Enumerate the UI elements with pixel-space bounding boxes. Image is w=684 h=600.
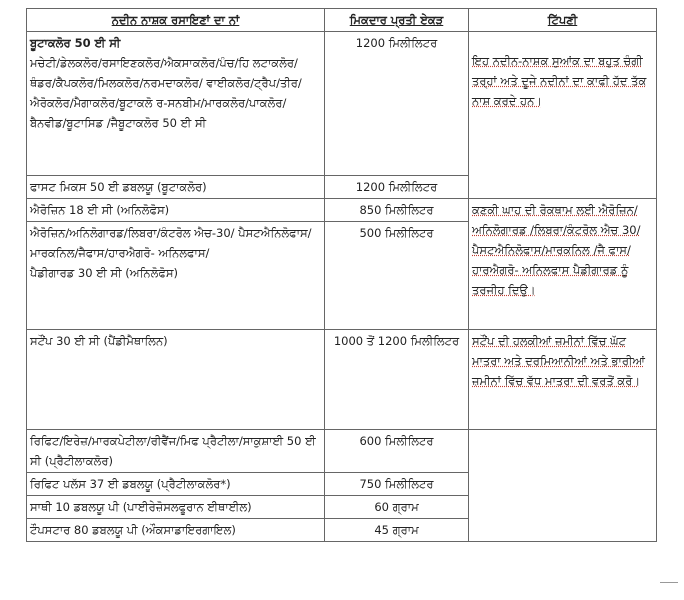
name-cell bbox=[27, 222, 325, 330]
quantity-cell: 850 ਮਿਲੀਲਿਟਰ bbox=[325, 199, 469, 222]
row-title: ਬੂਟਾਕਲੋਰ 50 ਈ ਸੀ bbox=[30, 36, 121, 50]
header-quantity: ਮਿਕਦਾਰ ਪ੍ਰਤੀ ਏਕੜ bbox=[325, 9, 469, 32]
remark-text: ਸਟੌਂਪ ਦੀ ਹਲਕੀਆਂ ਜ਼ਮੀਨਾਂ ਵਿੱਚ ਘੱਟ ਮਾਤਰਾ ਅਤੇ ਦਰਮਿਆਨੀਆਂ ਅਤੇ ਭਾਰੀਆਂ ਜ਼ਮੀਨਾਂ ਵਿੱਚ ਵੱਧ ਮਾਤਰਾ ਦੀ ਵਰਤੋਂ ਕਰੋ। bbox=[472, 334, 645, 388]
table-row bbox=[27, 32, 657, 176]
quantity-cell: 1200 ਮਿਲੀਲਿਟਰ bbox=[325, 32, 469, 176]
remark-text: ਇਹ ਨਦੀਨ-ਨਾਸ਼ਕ ਸੁਆਂਕ ਦਾ ਬਹੁਤ ਚੰਗੀ ਤਰ੍ਹਾਂ ਅਤੇ ਦੂਜੇ ਨਦੀਨਾਂ ਦਾ ਕਾਫੀ ਹੱਦ ਤੱਕ ਨਾਸ਼ ਕਰਦੇ ਹਨ। bbox=[472, 54, 647, 108]
table-row bbox=[27, 430, 657, 473]
herbicide-table bbox=[26, 8, 657, 542]
row-text-2: ਪੈਡੀਗਾਰਡ 30 ਈ ਸੀ (ਅਨਿਲੋਫੋਸ) bbox=[30, 266, 178, 280]
remark-text: ਕਣਕੀ ਘਾਹ ਦੀ ਰੋਕਥਾਮ ਲਈ ਐਰੋਜ਼ਿਨ/ਅਨਿਲੋਗਾਰਡ /ਲਿਬਰਾ/ਕੰਟਰੋਲ ਐਚ 30/ ਪੈਸਟਐਨਿਲੋਫਾਸ/ਮਾਰਕਨਿਲ /ਜੈ ਫਾਸ/ਹਾਰਐਗਰੋ- ਅਨਿਲਫਾਸ ਪੈਡੀਗਾਰਡ ਨੂੰ ਤਰਜੀਹ ਦਿਉ। bbox=[472, 203, 641, 297]
name-cell: ਸਾਥੀ 10 ਡਬਲਯੂ ਪੀ (ਪਾਈਰੇਜ਼ੋਸਲਫੂਰਾਨ ਈਥਾਈਲ) bbox=[27, 496, 325, 519]
name-cell: ਟੌਪਸਟਾਰ 80 ਡਬਲਯੂ ਪੀ (ਔਕਸਾਡਾਇਰਗਾਇਲ) bbox=[27, 519, 325, 542]
quantity-cell: 60 ਗ੍ਰਾਮ bbox=[325, 496, 469, 519]
table-row bbox=[27, 199, 657, 222]
name-cell: ਰਿਫਿਟ/ਇਰੇਜ਼/ਮਾਰਕਪੇਟੀਲਾ/ਰੀਵੈਂਜ/ਮਿਫ ਪ੍ਰੈਟੀਲਾ/ਸਾਕੁਸ਼ਾਈ 50 ਈ ਸੀ (ਪ੍ਰੈਟੀਲਾਕਲੋਰ) bbox=[27, 430, 325, 473]
name-cell bbox=[27, 32, 325, 176]
quantity-cell: 1000 ਤੋਂ 1200 ਮਿਲੀਲਿਟਰ bbox=[325, 330, 469, 430]
remark-cell-empty bbox=[469, 430, 657, 542]
page-divider bbox=[660, 582, 678, 583]
quantity-cell: 750 ਮਿਲੀਲਿਟਰ bbox=[325, 473, 469, 496]
name-cell: ਰਿਫਿਟ ਪਲੱਸ 37 ਈ ਡਬਲਯੂ (ਪ੍ਰੈਟੀਲਾਕਲੋਰ*) bbox=[27, 473, 325, 496]
quantity-cell: 1200 ਮਿਲੀਲਿਟਰ bbox=[325, 176, 469, 199]
name-cell: ਸਟੌਂਪ 30 ਈ ਸੀ (ਪੈਂਡੀਮੈਥਾਲਿਨ) bbox=[27, 330, 325, 430]
row-text: ਐਰੋਜ਼ਿਨ/ਅਨਿਲੋਗਾਰਡ/ਲਿਬਰਾ/ਕੰਟਰੋਲ ਐਚ-30/ ਪੈਸਟਐਨਿਲੋਫਾਸ/ਮਾਰਕਨਿਲ/ਜੈਫਾਸ/ਹਾਰਐਗਰੋ- ਅਨਿਲਫਾਸ/ bbox=[30, 226, 312, 260]
remark-cell bbox=[469, 330, 657, 430]
quantity-cell: 45 ਗ੍ਰਾਮ bbox=[325, 519, 469, 542]
name-cell: ਫਾਸਟ ਮਿਕਸ 50 ਈ ਡਬਲਯੂ (ਬੂਟਾਕਲੋਰ) bbox=[27, 176, 325, 199]
remark-cell bbox=[469, 199, 657, 330]
remark-cell bbox=[469, 32, 657, 199]
name-cell: ਐਰੋਜ਼ਿਨ 18 ਈ ਸੀ (ਅਨਿਲੋਫੋਸ) bbox=[27, 199, 325, 222]
header-remarks: ਟਿੱਪਣੀ bbox=[469, 9, 657, 32]
quantity-cell: 600 ਮਿਲੀਲਿਟਰ bbox=[325, 430, 469, 473]
header-name: ਨਦੀਨ ਨਾਸ਼ਕ ਰਸਾਇਣਾਂ ਦਾ ਨਾਂ bbox=[27, 9, 325, 32]
table-row bbox=[27, 330, 657, 430]
row-text: ਮਚੇਟੀ/ਡੇਲਕਲੋਰ/ਰਸਾਇਣਕਲੋਰ/ਐਕਸਾਕਲੋਰ/ਪੰਚ/ਹਿ ਲਟਾਕਲੋਰ/ਥੰਡਰ/ਕੈਪਕਲੋਰ/ਮਿਲਕਲੋਰ/ਨਰਮਦਾਕਲੋਰ/ ਵਾਈਕਲੋਰ/ਟ੍ਰੈਪ/ਤੀਰ/ਐਰੋਕਲੋਰ/ਮੈਗਾਕਲੋਰ/ਬੂਟਾਕਲੋ ਰ-ਸਨਬੀਮ/ਮਾਰਕਲੋਰ/ਪਾਕਲੋਰ/ਬੈਨਵੀਡ/ਬੂਟਾਸਿਡ /ਜੈਬੂਟਾਕਲੋਰ 50 ਈ ਸੀ bbox=[30, 56, 302, 130]
quantity-cell: 500 ਮਿਲੀਲਿਟਰ bbox=[325, 222, 469, 330]
header-row bbox=[27, 9, 657, 32]
